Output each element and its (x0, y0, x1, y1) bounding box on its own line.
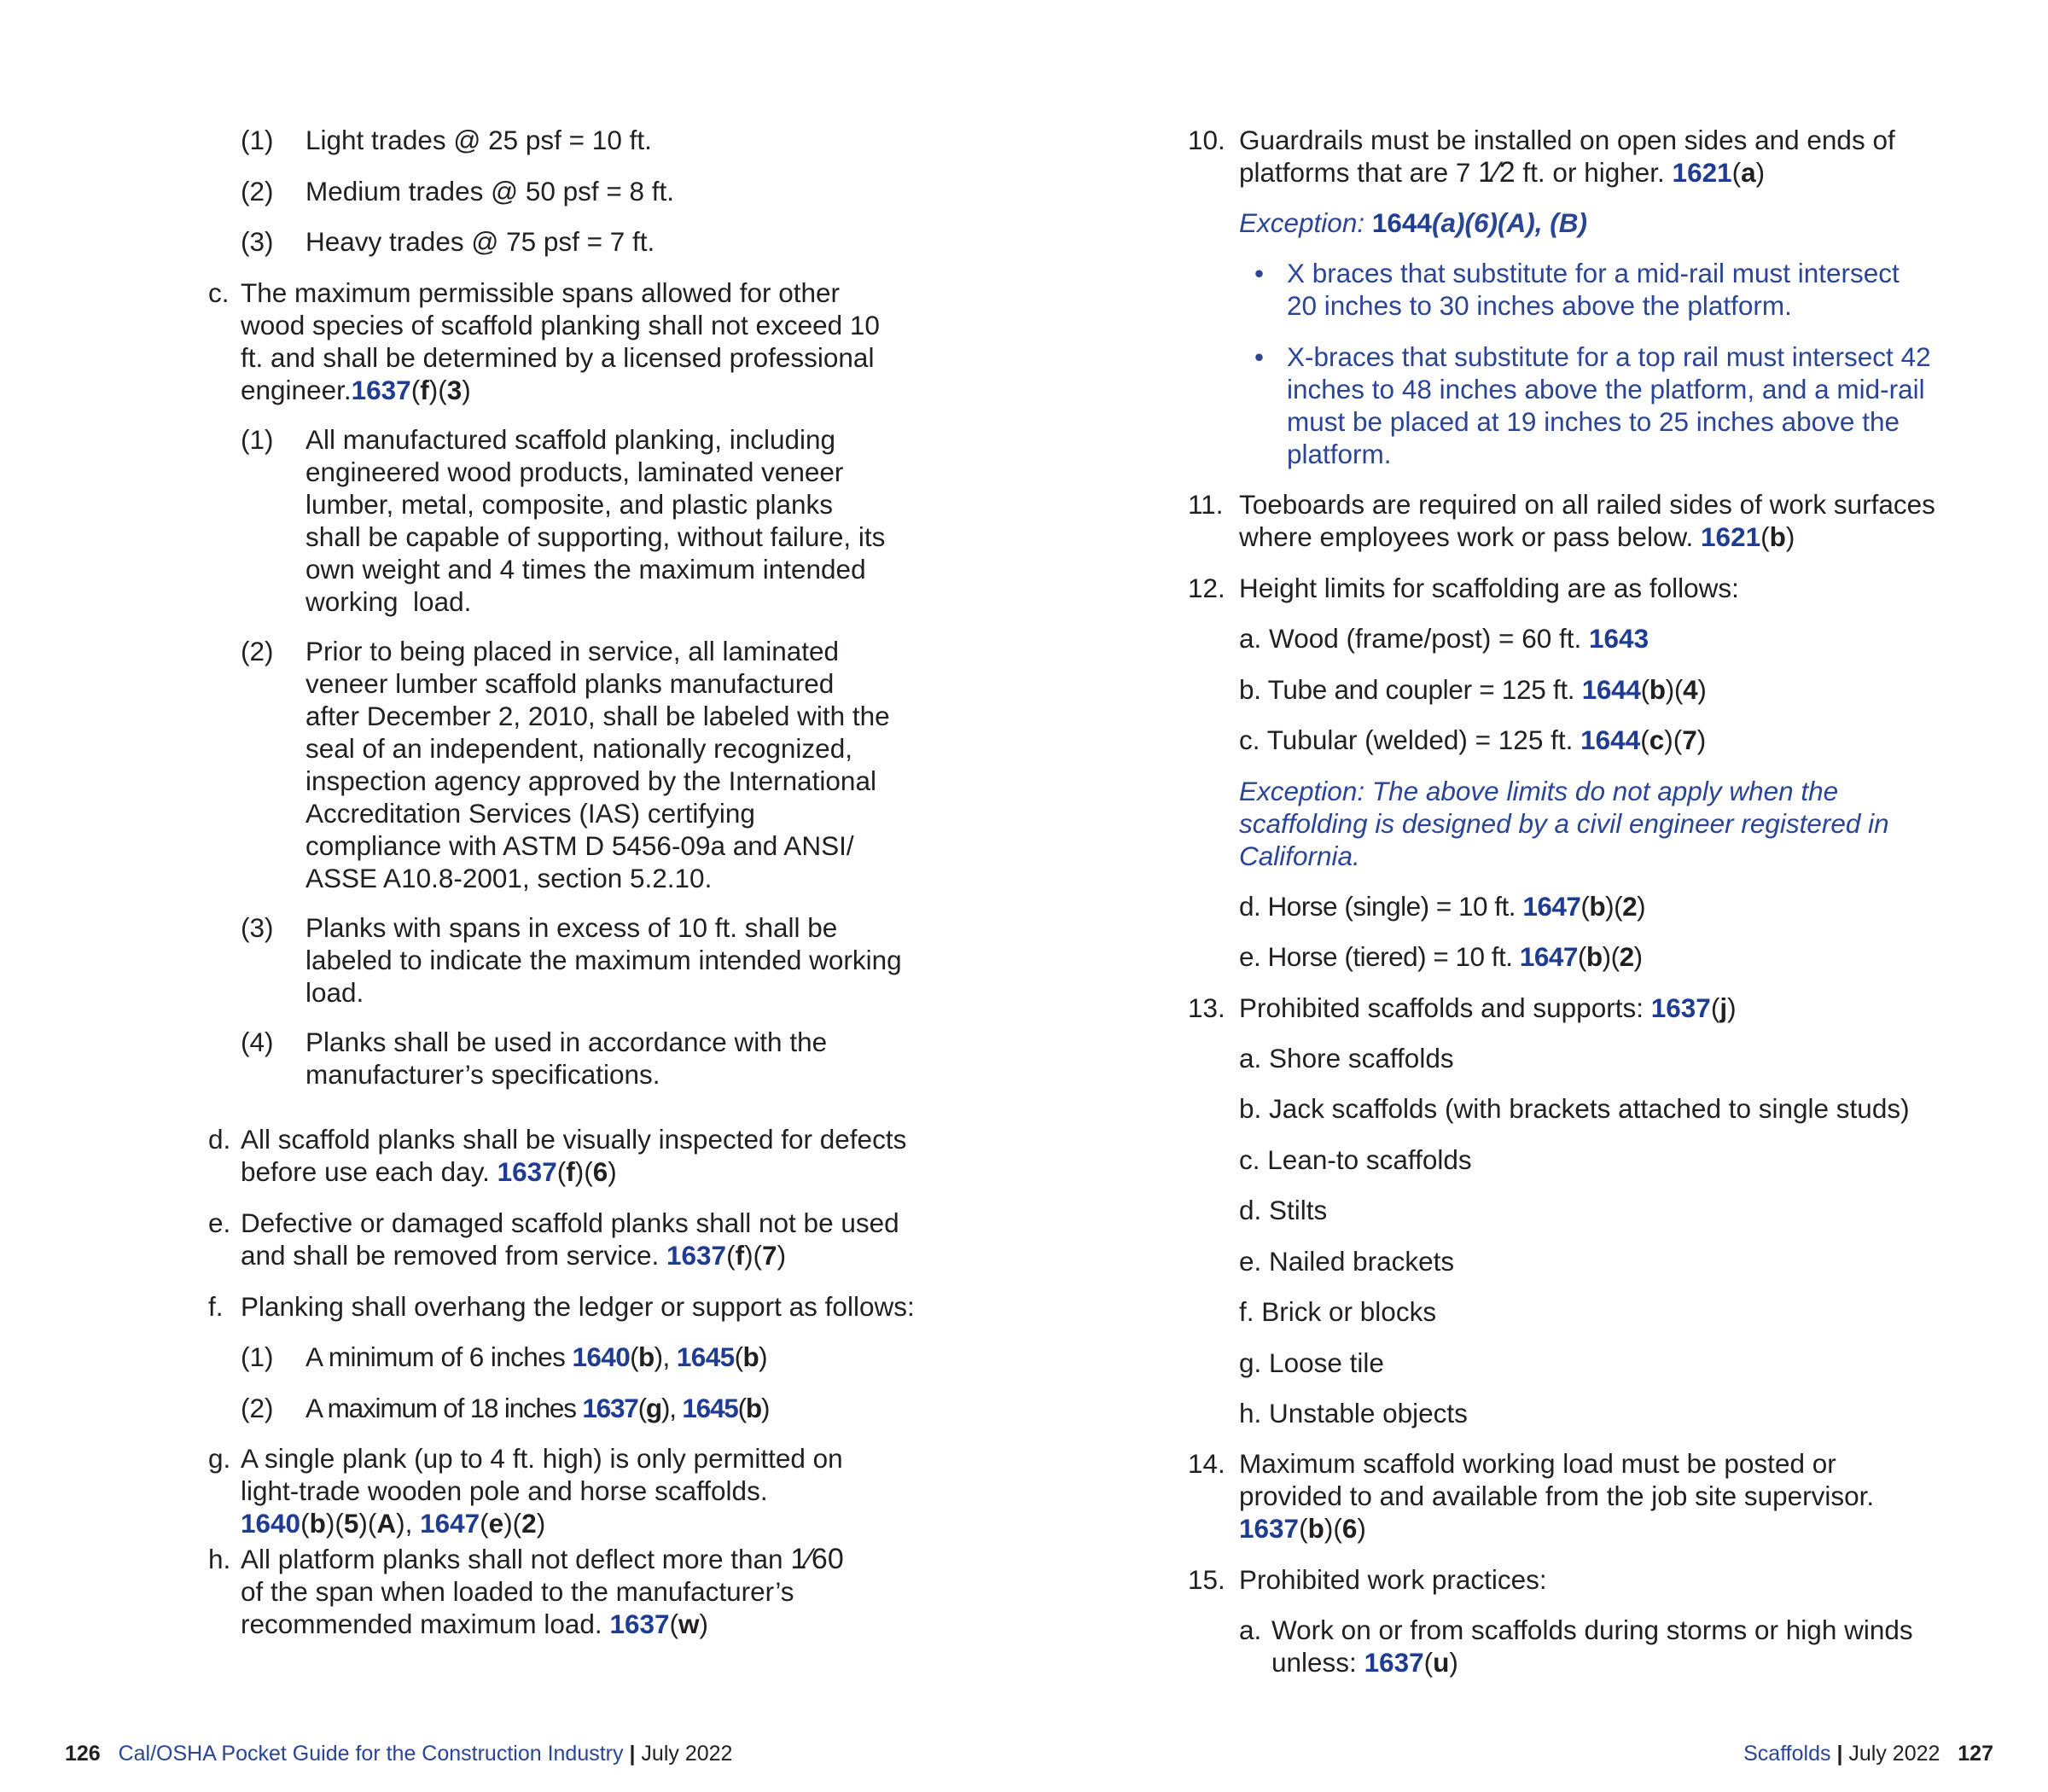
code-reference: 1645 (682, 1393, 738, 1423)
item-marker: h. (1239, 1398, 1262, 1428)
code-reference: 1644 (1371, 207, 1432, 238)
item-text: All scaffold planks shall be visually inspected for defects before use each day. 1637(f)(6) (241, 1124, 907, 1187)
list-item (1239, 1092, 1910, 1125)
fraction: 1⁄60 (790, 1543, 844, 1575)
code-reference: 1647 (1522, 891, 1581, 922)
code-reference: 1637 (1650, 992, 1711, 1023)
list-item-15 (1188, 1563, 1956, 1596)
list-item: c. Tubular (welded) = 125 ft. 1644(c)(7) (1239, 724, 1707, 755)
item-text: Maximum scaffold working load must be posted or provided to and available from the job site supervisor. 1637(b)(6) (1239, 1448, 1875, 1544)
item-text: Heavy trades @ 75 psf = 7 ft. (305, 226, 655, 257)
footer-right (1743, 1741, 1993, 1766)
code-reference: 1647 (420, 1508, 480, 1539)
list-item-g (208, 1442, 942, 1539)
list-item-14 (1188, 1447, 1956, 1545)
item-marker: d. (1239, 891, 1261, 922)
list-item (1239, 1042, 1454, 1074)
item-text: X braces that substitute for a mid-rail must intersect 20 inches to 30 inches above the platform. (1287, 258, 1900, 321)
list-item (241, 635, 923, 894)
list-item (241, 1026, 923, 1091)
list-item (1239, 622, 1649, 655)
list-item (1239, 1397, 1468, 1429)
list-item (1239, 1614, 1973, 1679)
publication-date: July 2022 (641, 1742, 733, 1766)
item-text: Lean-to scaffolds (1267, 1144, 1472, 1175)
exception-note: Exception: The above limits do not apply when the scaffolding is designed by a civil engineer registered in California. (1239, 776, 1889, 871)
item-text: Horse (tiered) = 10 ft. (1267, 941, 1513, 972)
item-marker: g. (1239, 1347, 1262, 1378)
item-marker: c. (208, 277, 230, 308)
item-marker: 14. (1188, 1448, 1225, 1479)
code-reference: 1637 (497, 1156, 557, 1187)
item-text: Toeboards are required on all railed sides of work surfaces where employees work or pass below. 1621(b) (1239, 489, 1935, 552)
item-text: A single plank (up to 4 ft. high) is only permitted on light-trade wooden pole and horse scaffolds. 1640(b)(5)(A), 1647(e)(2) (241, 1443, 843, 1539)
item-text: The maximum permissible spans allowed for other wood species of scaffold planking shall not exceed 10 ft. and shall be determined by a licensed professional engineer.1637(f)(3) (241, 277, 880, 405)
item-text: Guardrails must be installed on open sides and ends of platforms that are 7 1⁄2 ft. or higher. 1621(a) (1239, 125, 1895, 189)
code-reference: 1621 (1701, 521, 1761, 552)
list-item-e (208, 1207, 942, 1271)
item-marker: a. (1239, 1043, 1262, 1073)
item-marker: b. (1239, 1093, 1262, 1124)
list-item: b. Tube and coupler = 125 ft. 1644(b)(4) (1239, 674, 1707, 705)
item-marker: (1) (241, 125, 274, 155)
item-marker: e. (208, 1207, 231, 1238)
item-marker: c. (1239, 1144, 1260, 1175)
list-item (1239, 1143, 1472, 1176)
code-reference: 1644 (1580, 724, 1641, 755)
item-text: Planking shall overhang the ledger or support as follows: (241, 1291, 915, 1322)
code-reference: 1637 (666, 1240, 727, 1271)
item-text: Stilts (1269, 1195, 1328, 1225)
list-item (1239, 1245, 1454, 1277)
item-text: Jack scaffolds (with brackets attached to single studs) (1269, 1093, 1910, 1124)
item-marker: a. (1239, 1615, 1262, 1645)
item-text: Light trades @ 25 psf = 10 ft. (305, 125, 652, 155)
item-text: Work on or from scaffolds during storms or high winds unless: 1637(u) (1271, 1615, 1913, 1678)
code-reference: 1645 (676, 1341, 735, 1372)
list-item-12 (1188, 572, 1956, 604)
code-reference: 1637 (1239, 1513, 1300, 1544)
code-reference: 1621 (1672, 157, 1732, 188)
item-text: X-braces that substitute for a top rail must intersect 42 inches to 48 inches above the platform, and a mid-rail must be placed at 19 inches to 25 inches above the platform. (1287, 341, 1931, 469)
item-marker: (4) (241, 1027, 274, 1057)
item-marker: d. (1239, 1195, 1262, 1225)
item-text: Prior to being placed in service, all laminated veneer lumber scaffold planks manufactured after December 2, 2010, shall be labeled with the seal of an independent, nationally recognized, inspection agency approved by the International Accreditation Services (IAS) certifying compliance with ASTM D 5456-09a and ANSI/ ASSE A10.8-2001, section 5.2.10. (305, 636, 890, 893)
list-item: e. Horse (tiered) = 10 ft. 1647(b)(2) (1239, 941, 1643, 972)
item-marker: f. (208, 1291, 224, 1322)
code-reference: 1643 (1589, 623, 1649, 654)
list-item-h (208, 1536, 942, 1640)
code-reference: 1637 (582, 1393, 638, 1423)
item-marker: a. (1239, 623, 1262, 654)
item-text: Defective or damaged scaffold planks shall not be used and shall be removed from service. 1637(f)(7) (241, 1207, 899, 1271)
list-item (241, 423, 923, 618)
code-reference: 1644 (1581, 674, 1641, 705)
item-marker: (3) (241, 226, 274, 257)
item-text: Wood (frame/post) = 60 ft. (1269, 623, 1582, 654)
item-text: A minimum of 6 inches 1640(b), 1645(b) (305, 1341, 767, 1372)
item-marker: (1) (241, 424, 274, 455)
item-marker: 10. (1188, 125, 1225, 155)
item-text: Brick or blocks (1261, 1296, 1437, 1327)
page-number: 126 (65, 1742, 101, 1766)
bullet-icon: • (1254, 258, 1265, 288)
item-marker: b. (1239, 674, 1261, 705)
separator: | (1836, 1742, 1843, 1766)
section-title: Scaffolds (1743, 1742, 1831, 1766)
bullet-icon: • (1254, 341, 1265, 372)
list-item: d. Horse (single) = 10 ft. 1647(b)(2) (1239, 891, 1646, 922)
list-item (1239, 1347, 1384, 1379)
item-text: Nailed brackets (1269, 1246, 1455, 1277)
item-marker: 12. (1188, 573, 1225, 603)
list-item (241, 911, 923, 1009)
code-reference: 1637 (1364, 1647, 1424, 1678)
item-marker: f. (1239, 1296, 1254, 1327)
item-text: All platform planks shall not deflect more than 1⁄60 of the span when loaded to the manufacturer’s recommended maximum load. 1637(w) (241, 1543, 844, 1639)
item-marker: d. (208, 1124, 231, 1155)
list-item-f (208, 1290, 942, 1323)
item-text: Planks with spans in excess of 10 ft. shall be labeled to indicate the maximum intended working load. (305, 912, 902, 1008)
separator: | (629, 1742, 636, 1766)
code-reference: 1637 (351, 375, 411, 405)
item-text: Medium trades @ 50 psf = 8 ft. (305, 176, 675, 207)
publication-title: Cal/OSHA Pocket Guide for the Construction Industry (118, 1742, 624, 1766)
code-reference: 1640 (241, 1508, 301, 1539)
list-item (241, 1392, 923, 1424)
item-marker: c. (1239, 724, 1260, 755)
item-text: Shore scaffolds (1269, 1043, 1454, 1073)
item-text: Tubular (welded) = 125 ft. (1266, 724, 1574, 755)
item-marker: (3) (241, 912, 274, 943)
bullet-item (1254, 257, 1954, 322)
footer-left (65, 1741, 732, 1766)
item-text: A maximum of 18 inches 1637(g), 1645(b) (305, 1393, 770, 1423)
code-reference: 1637 (609, 1609, 670, 1639)
item-marker: h. (208, 1544, 231, 1574)
item-marker: 13. (1188, 992, 1225, 1023)
code-reference: 1640 (572, 1341, 631, 1372)
item-marker: 15. (1188, 1564, 1225, 1595)
bullet-item (1254, 340, 1954, 470)
item-marker: g. (208, 1443, 231, 1474)
item-marker: e. (1239, 941, 1261, 972)
fraction: 1⁄2 (1478, 156, 1516, 189)
publication-date: July 2022 (1848, 1742, 1940, 1766)
item-text: Horse (single) = 10 ft. (1267, 891, 1516, 922)
item-text: Tube and coupler = 125 ft. (1267, 674, 1575, 705)
item-marker: e. (1239, 1246, 1262, 1277)
item-marker: (2) (241, 636, 274, 666)
list-item-11 (1188, 488, 1956, 553)
item-text: Height limits for scaffolding are as follows: (1239, 573, 1739, 603)
item-text: Prohibited scaffolds and supports: 1637(j) (1239, 992, 1737, 1023)
code-reference: 1647 (1519, 941, 1578, 972)
list-item (1239, 1295, 1436, 1328)
item-text: Loose tile (1269, 1347, 1384, 1378)
list-item-13 (1188, 992, 1956, 1024)
item-text: Unstable objects (1269, 1398, 1468, 1428)
list-item-c (208, 276, 942, 406)
list-item-d (208, 1123, 942, 1188)
list-item (241, 1341, 923, 1373)
list-item-10 (1188, 124, 1956, 189)
item-marker: (1) (241, 1341, 274, 1372)
item-marker: (2) (241, 176, 274, 207)
item-marker: 11. (1188, 489, 1224, 520)
page-number: 127 (1958, 1742, 1993, 1766)
item-text: Planks shall be used in accordance with the manufacturer’s specifications. (305, 1027, 828, 1090)
item-marker: (2) (241, 1393, 274, 1423)
item-text: Prohibited work practices: (1239, 1564, 1547, 1595)
item-text: All manufactured scaffold planking, including engineered wood products, laminated veneer lumber, metal, composite, and plastic planks shall be capable of supporting, without failure, its own weight and 4 times the maximum intended working load. (305, 424, 886, 617)
list-item (1239, 1194, 1327, 1226)
exception-note: Exception: 1644(a)(6)(A), (B) (1239, 207, 1587, 238)
